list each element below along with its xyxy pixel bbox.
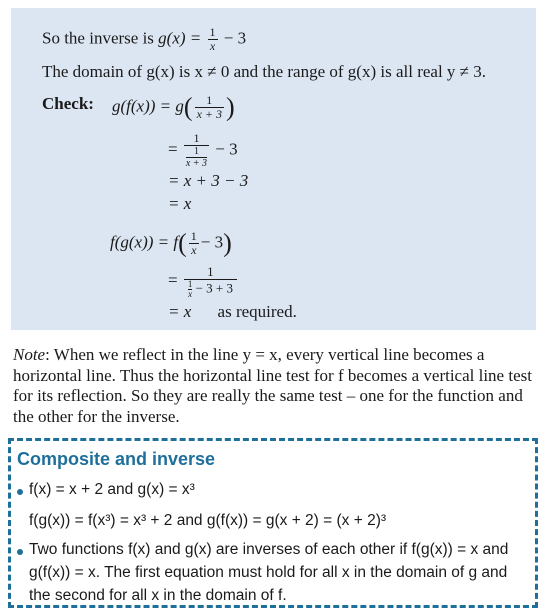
one-over-x [208,26,218,53]
check2-line: f(g(x)) = f( $\frac{1}{x}$ − 3) [110,228,232,258]
bullet2-line1: Two functions f(x) and g(x) are inverses of each other if f(g(x)) = x and [29,541,509,558]
minus-three-text: − 3 [223,28,247,48]
numerator: 1 [209,25,216,39]
note-paragraph [13,345,533,427]
check1-step4: = x [168,194,192,213]
inverse-line [42,26,246,53]
check2-final: = x as required. [168,302,297,321]
inverse-intro-text: So the inverse is [42,28,154,48]
bullet2-line3: the second for all x in the domain of f. [29,587,287,604]
check1-lhs: g(f(x)) = g [112,96,184,116]
summary-title: Composite and inverse [17,449,216,469]
bullet-icon [17,549,23,555]
bullet1-line2: f(g(x)) = f(x³) = x³ + 2 and g(f(x)) = g(x + 2) = (x + 2)³ [29,512,387,529]
g-of-x-text: g(x) = [158,28,202,48]
domain-line: The domain of g(x) is x ≠ 0 and the range of g(x) is all real y ≠ 3. [42,62,487,81]
worked-example-box [11,8,536,330]
summary-box [8,438,538,608]
nested-fraction: 1 1 x + 3 [185,131,208,169]
note-text: : When we reflect in the line y = x, every vertical line becomes a horizontal line. Thus the horizontal line test for f becomes a vertical line test for its reflection. So they are really the same test – one for the function and the other for the inverse. [13,345,532,426]
check-label: Check: [42,94,94,113]
check1-step3: = x + 3 − 3 [168,171,249,190]
check1-step2: = 1 1 x + 3 − 3 [168,131,238,169]
one-over-x-plus-3: $\frac{1}{x + 3}$ [196,93,222,121]
check2-step2: = 1 $\frac{1}{x}$ − 3 + 3 [168,264,239,299]
note-label: Note [13,345,46,364]
denominator: x [208,39,218,53]
check1-line: g(f(x)) = g( $\frac{1}{x + 3}$ ) [112,92,235,122]
bullet2-line2: g(f(x)) = x. The first equation must hold for all x in the domain of g and [29,564,508,581]
bullet-icon [17,489,23,495]
one-over-reciprocal-fraction: 1 $\frac{1}{x}$ − 3 + 3 [184,264,237,299]
bullet1-line1: f(x) = x + 2 and g(x) = x³ [29,481,195,498]
